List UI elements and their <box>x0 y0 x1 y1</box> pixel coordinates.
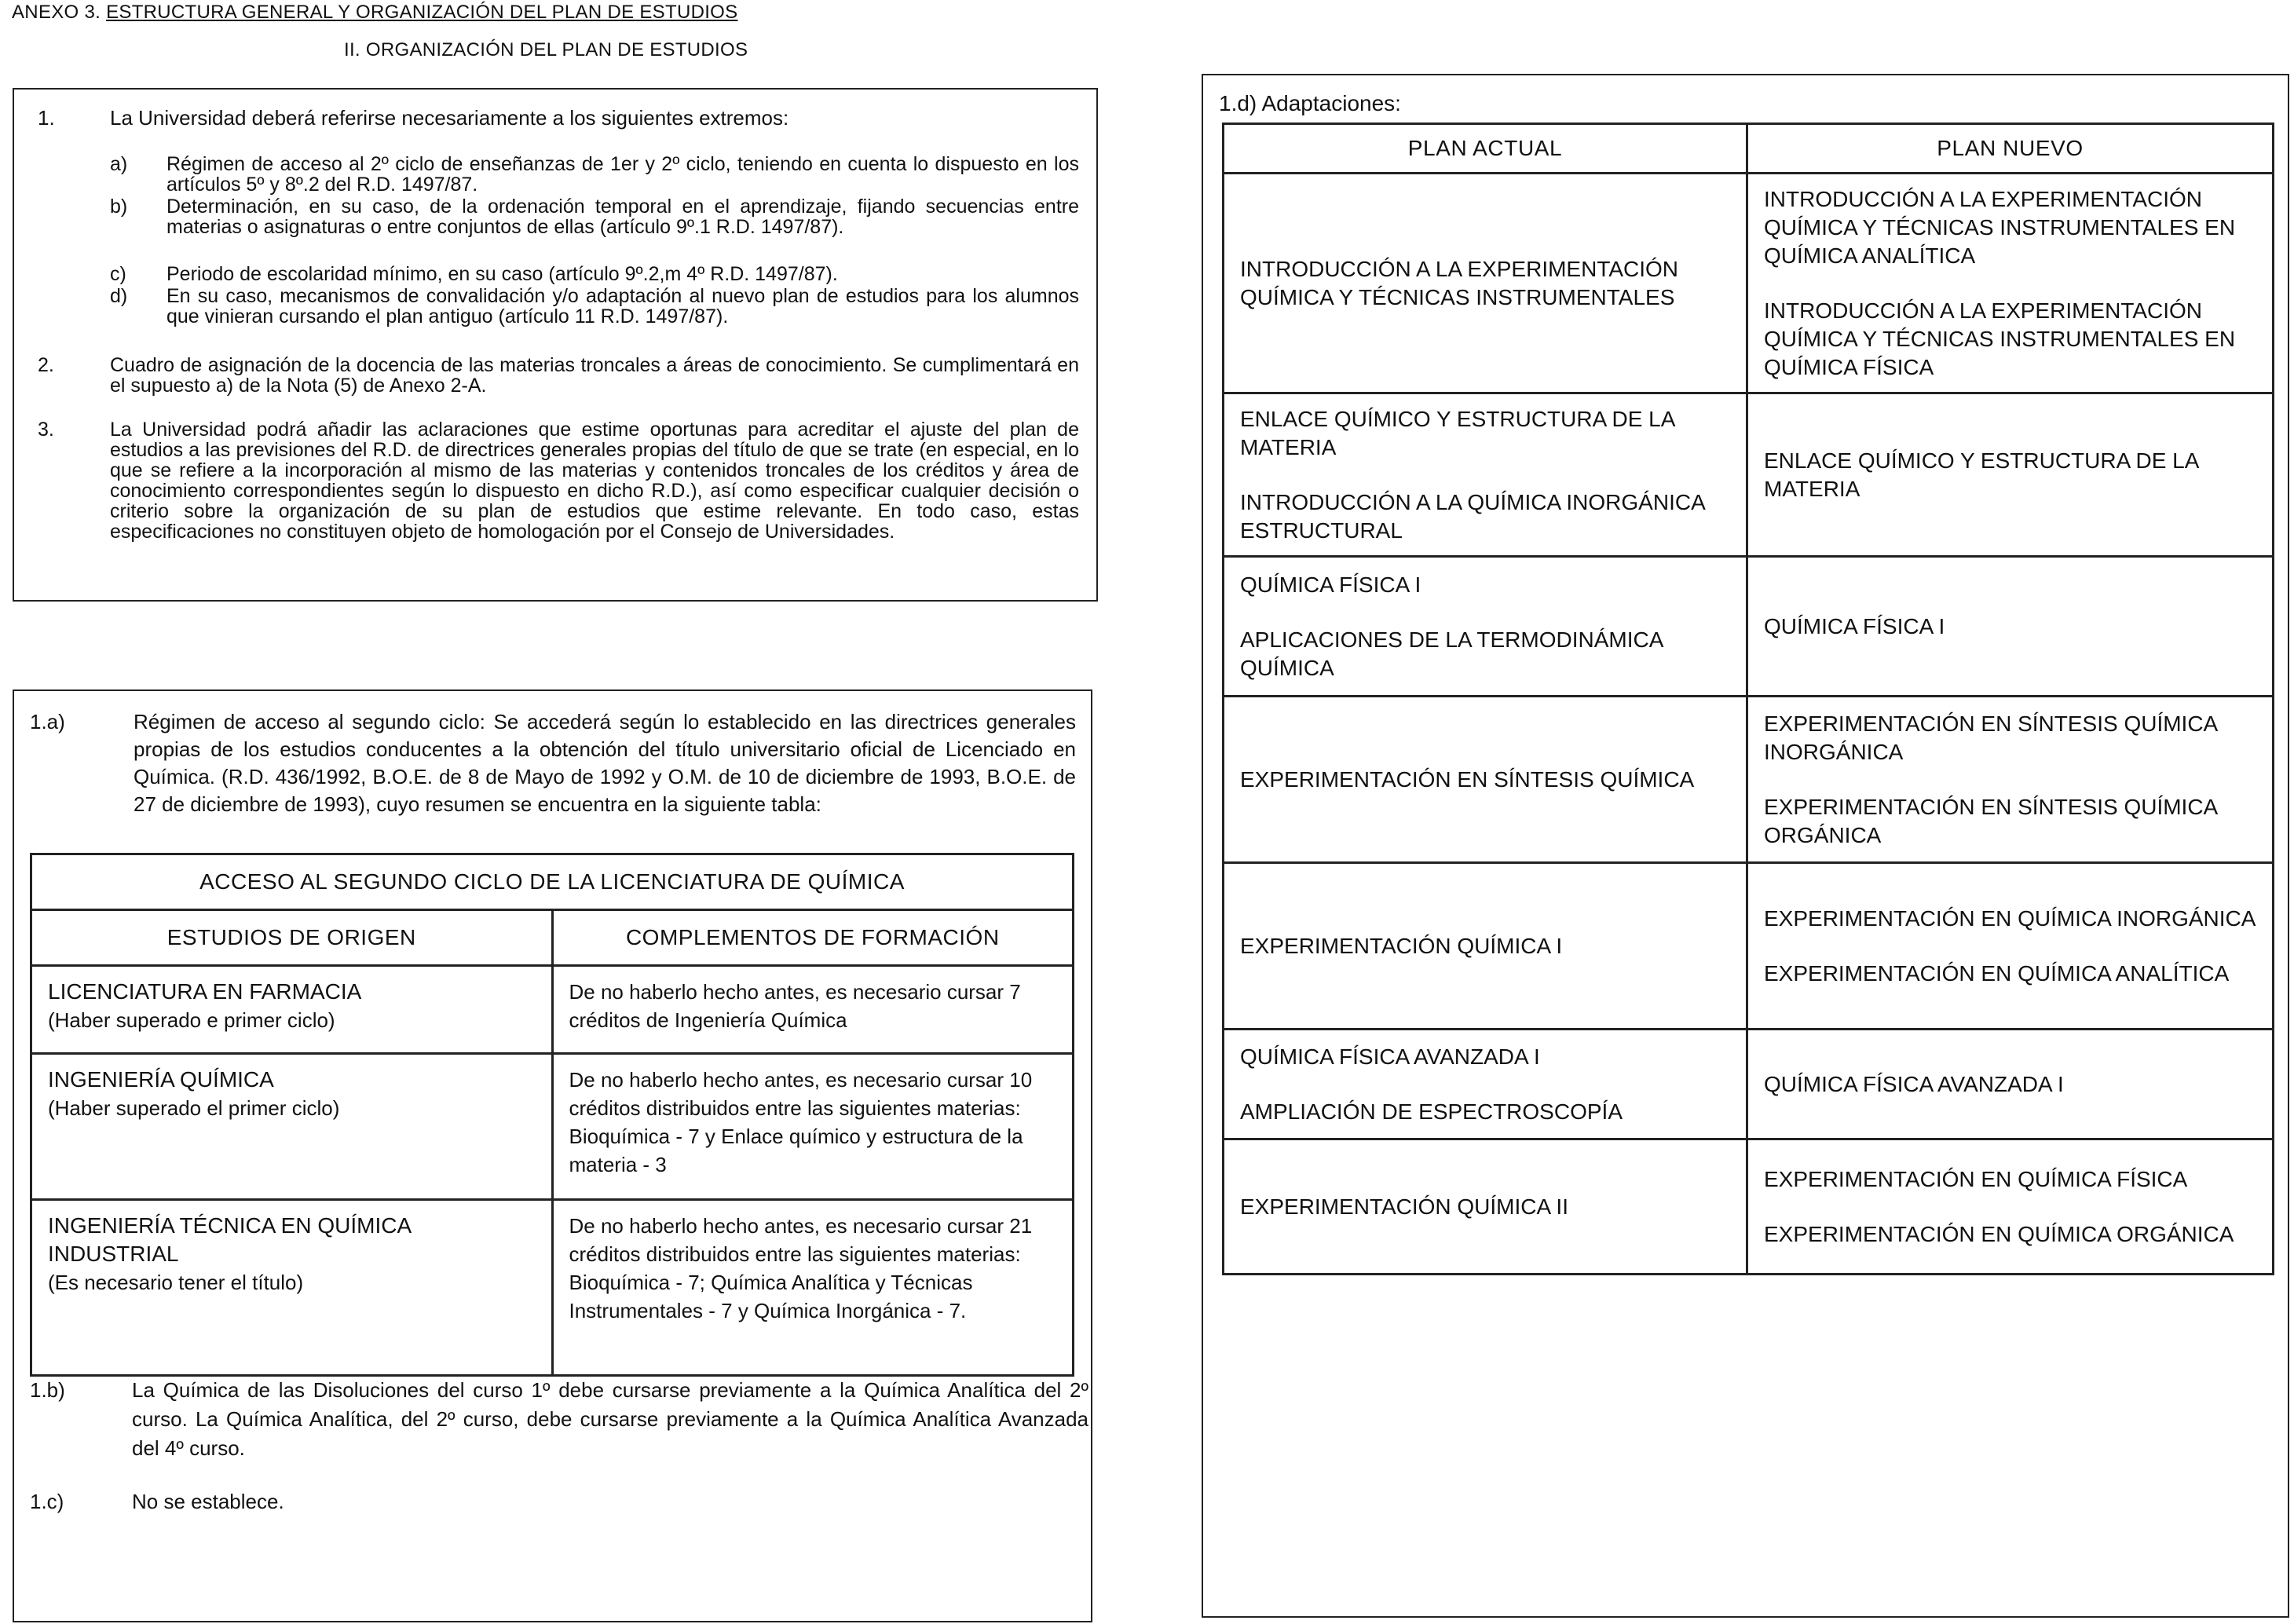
access-table-caption: ACCESO AL SEGUNDO CICLO DE LA LICENCIATURA DE QUÍMICA <box>31 854 1074 910</box>
column-header-origin: ESTUDIOS DE ORIGEN <box>31 910 553 966</box>
table-row <box>31 1200 1074 1376</box>
annex-title: ESTRUCTURA GENERAL Y ORGANIZACIÓN DEL PLAN DE ESTUDIOS <box>106 2 738 23</box>
column-header-complements: COMPLEMENTOS DE FORMACIÓN <box>552 910 1074 966</box>
section-text: Régimen de acceso al segundo ciclo: Se accederá según lo establecido en las directrices generales propias de los estudios conducentes a la obtención del título universitario oficial de Licenciado en Química. (R.D. 436/1992, B.O.E. de 8 de Mayo de 1992 y O.M. de 10 de diciembre de 1993, B.O.E. de 27 de diciembre de 1993), cuyo resumen se encuentra en la siguiente tabla: <box>134 710 1076 816</box>
plan-nuevo-cell: QUÍMICA FÍSICA I <box>1747 557 2274 697</box>
section-text: La Química de las Disoluciones del curso 1º debe cursarse previamente a la Química Analítica del 2º curso. La Química Analítica, del 2º curso, debe cursarse previamente a la Química Analítica Avanzada del 4º curso. <box>132 1378 1088 1460</box>
adaptations-box <box>1202 74 2289 1618</box>
origin-cell: LICENCIATURA EN FARMACIA (Haber superado e primer ciclo) <box>31 966 553 1054</box>
table-row <box>1224 393 2274 557</box>
plan-actual-cell: QUÍMICA FÍSICA AVANZADA I AMPLIACIÓN DE ESPECTROSCOPÍA <box>1224 1030 1747 1139</box>
section-subtitle: II. ORGANIZACIÓN DEL PLAN DE ESTUDIOS <box>344 39 748 60</box>
origin-cell: INGENIERÍA QUÍMICA (Haber superado el primer ciclo) <box>31 1054 553 1200</box>
complement-cell: De no haberlo hecho antes, es necesario cursar 10 créditos distribuidos entre las siguientes materias: Bioquímica - 7 y Enlace químico y estructura de la materia - 3 <box>552 1054 1074 1200</box>
adaptations-table <box>1222 123 2274 1275</box>
table-row <box>1224 1139 2274 1275</box>
plan-nuevo-cell: INTRODUCCIÓN A LA EXPERIMENTACIÓN QUÍMICA Y TÉCNICAS INSTRUMENTALES EN QUÍMICA ANALÍTICA INTRODUCCIÓN A LA EXPERIMENTACIÓN QUÍMICA Y TÉCNICAS INSTRUMENTALES EN QUÍMICA FÍSICA <box>1747 174 2274 393</box>
access-regime-box <box>13 689 1092 1622</box>
table-row <box>31 1054 1074 1200</box>
column-header-plan-actual: PLAN ACTUAL <box>1224 124 1747 174</box>
column-header-plan-nuevo: PLAN NUEVO <box>1747 124 2274 174</box>
table-row <box>31 966 1074 1054</box>
plan-actual-cell: QUÍMICA FÍSICA I APLICACIONES DE LA TERMODINÁMICA QUÍMICA <box>1224 557 1747 697</box>
plan-nuevo-cell: ENLACE QUÍMICO Y ESTRUCTURA DE LA MATERIA <box>1747 393 2274 557</box>
annex-prefix: ANEXO 3. <box>12 2 107 23</box>
origin-cell: INGENIERÍA TÉCNICA EN QUÍMICA INDUSTRIAL (Es necesario tener el título) <box>31 1200 553 1376</box>
plan-actual-cell: EXPERIMENTACIÓN QUÍMICA II <box>1224 1139 1747 1275</box>
item-number: 1. <box>38 106 55 130</box>
access-table <box>30 853 1074 1377</box>
plan-actual-cell: INTRODUCCIÓN A LA EXPERIMENTACIÓN QUÍMICA Y TÉCNICAS INSTRUMENTALES <box>1224 174 1747 393</box>
table-row <box>1224 1030 2274 1139</box>
plan-nuevo-cell: EXPERIMENTACIÓN EN QUÍMICA INORGÁNICA EXPERIMENTACIÓN EN QUÍMICA ANALÍTICA <box>1747 863 2274 1030</box>
instructions-box: 1. La Universidad deberá referirse necesariamente a los siguientes extremos: a) Régimen de acceso al 2º ciclo de enseñanzas de 1er y 2º ciclo, teniendo en cuenta lo dispuesto en los artículos 5º y 8º.2 del R.D. 1497/87. b) Determinación, en su caso, de la ordenación temporal en el aprendizaje, fijando secuencias entre materias o asignaturas o entre conjuntos de ellas (artículo 9º.1 R.D. 1497/87). c) Periodo de escolaridad mínimo, en su caso (artículo 9º.2,m 4º R.D. 1497/87). d) En su caso, mecanismos de convalidación y/o adaptación al nuevo plan de estudios para los alumnos que vinieran cursando el plan antiguo (artículo 11 R.D. 1497/87). 2. Cuadro de asignación de la docencia de las materias troncales a áreas de conocimiento. Se cumplimentará en el supuesto a) de la Nota (5) de Anexo 2-A. 3. La Universidad podrá añadir las aclaraciones que estime oportunas para acreditar el ajuste del plan de estudios a las previsiones del R.D. de directrices generales propias del título de que se trate (en especial, en lo que se refiere a la incorporación al mismo de las materias y contenidos troncales de los créditos y área de conocimiento correspondientes según lo dispuesto en dicho R.D.), así como especificar cualquier decisión o criterio sobre la organización de su plan de estudios que estime relevante. En todo caso, estas especificaciones no constituyen objeto de homologación por el Consejo de Universidades. <box>13 88 1098 602</box>
item-text: La Universidad deberá referirse necesariamente a los siguientes extremos: <box>110 106 789 130</box>
plan-nuevo-cell: EXPERIMENTACIÓN EN SÍNTESIS QUÍMICA INORGÁNICA EXPERIMENTACIÓN EN SÍNTESIS QUÍMICA ORGÁNICA <box>1747 697 2274 863</box>
table-row <box>1224 697 2274 863</box>
table-row <box>1224 174 2274 393</box>
section-number: 1.b) <box>30 1378 65 1402</box>
plan-nuevo-cell: EXPERIMENTACIÓN EN QUÍMICA FÍSICA EXPERIMENTACIÓN EN QUÍMICA ORGÁNICA <box>1747 1139 2274 1275</box>
table-row <box>1224 557 2274 697</box>
table-row <box>1224 863 2274 1030</box>
plan-actual-cell: EXPERIMENTACIÓN EN SÍNTESIS QUÍMICA <box>1224 697 1747 863</box>
complement-cell: De no haberlo hecho antes, es necesario cursar 21 créditos distribuidos entre las siguientes materias: Bioquímica - 7; Química Analítica y Técnicas Instrumentales - 7 y Química Inorgánica - 7. <box>552 1200 1074 1376</box>
plan-actual-cell: ENLACE QUÍMICO Y ESTRUCTURA DE LA MATERIA INTRODUCCIÓN A LA QUÍMICA INORGÁNICA ESTRUCTURAL <box>1224 393 1747 557</box>
plan-nuevo-cell: QUÍMICA FÍSICA AVANZADA I <box>1747 1030 2274 1139</box>
plan-actual-cell: EXPERIMENTACIÓN QUÍMICA I <box>1224 863 1747 1030</box>
adaptations-title: 1.d) Adaptaciones: <box>1219 91 1401 115</box>
annex-header <box>12 2 737 24</box>
complement-cell: De no haberlo hecho antes, es necesario cursar 7 créditos de Ingeniería Química <box>552 966 1074 1054</box>
section-text: No se establece. <box>132 1490 284 1513</box>
section-number: 1.a) <box>30 710 65 733</box>
section-number: 1.c) <box>30 1490 64 1513</box>
